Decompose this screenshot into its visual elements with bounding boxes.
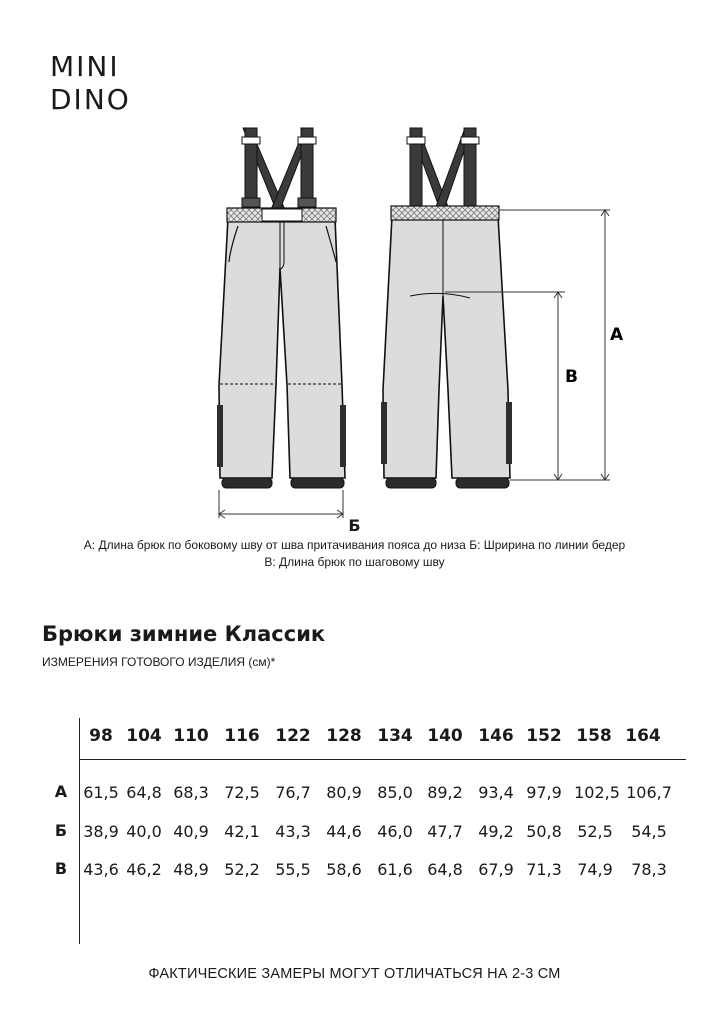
- table-cell: 40,0: [126, 822, 162, 841]
- table-horizontal-divider: [79, 759, 686, 760]
- table-cell: 52,5: [577, 822, 613, 841]
- table-cell: 38,9: [83, 822, 119, 841]
- back-view: [381, 128, 512, 488]
- brand-logo-line1: MINI: [50, 50, 120, 83]
- table-cell: 64,8: [427, 860, 463, 879]
- back-pants-body: [383, 216, 510, 478]
- table-cell: 54,5: [631, 822, 667, 841]
- back-waistband: [391, 206, 499, 220]
- table-cell: 74,9: [577, 860, 613, 879]
- size-header: 128: [326, 726, 362, 746]
- table-cell: 50,8: [526, 822, 562, 841]
- table-cell: 52,2: [224, 860, 260, 879]
- dimension-b: [219, 490, 343, 518]
- legend-line-2: В: Длина брюк по шаговому шву: [264, 555, 445, 569]
- table-cell: 47,7: [427, 822, 463, 841]
- table-cell: 58,6: [326, 860, 362, 879]
- size-header: 164: [625, 726, 661, 746]
- front-pants-body: [219, 218, 345, 478]
- size-header: 116: [224, 726, 260, 746]
- table-cell: 40,9: [173, 822, 209, 841]
- row-label: Б: [54, 821, 68, 840]
- pants-illustration: [0, 120, 709, 520]
- legend-line-1: А: Длина брюк по боковому шву от шва притачивания пояса до низа Б: Шририна по линии бедер: [83, 538, 626, 552]
- size-header: 104: [126, 726, 162, 746]
- table-cell: 85,0: [377, 783, 413, 802]
- table-cell: 80,9: [326, 783, 362, 802]
- table-cell: 97,9: [526, 783, 562, 802]
- table-cell: 42,1: [224, 822, 260, 841]
- dimension-v-label: В: [565, 367, 578, 387]
- table-cell: 61,6: [377, 860, 413, 879]
- size-header: 110: [173, 726, 209, 746]
- table-cell: 106,7: [626, 783, 672, 802]
- table-cell: 43,3: [275, 822, 311, 841]
- size-header: 134: [377, 726, 413, 746]
- table-cell: 44,6: [326, 822, 362, 841]
- product-subtitle: ИЗМЕРЕНИЯ ГОТОВОГО ИЗДЕЛИЯ (см)*: [42, 655, 276, 669]
- table-cell: 71,3: [526, 860, 562, 879]
- table-cell: 89,2: [427, 783, 463, 802]
- size-header: 158: [576, 726, 612, 746]
- footer-note: ФАКТИЧЕСКИЕ ЗАМЕРЫ МОГУТ ОТЛИЧАТЬСЯ НА 2-3 СМ: [148, 966, 561, 982]
- table-cell: 64,8: [126, 783, 162, 802]
- table-cell: 49,2: [478, 822, 514, 841]
- table-cell: 102,5: [574, 783, 620, 802]
- product-title: Брюки зимние Классик: [42, 622, 326, 646]
- row-label: А: [54, 782, 68, 801]
- size-header: 152: [526, 726, 562, 746]
- table-cell: 48,9: [173, 860, 209, 879]
- brand-logo: [50, 50, 131, 116]
- size-header: 122: [275, 726, 311, 746]
- dimension-a: [500, 210, 624, 480]
- table-cell: 76,7: [275, 783, 311, 802]
- table-cell: 72,5: [224, 783, 260, 802]
- front-suspenders: [242, 128, 316, 212]
- table-cell: 46,2: [126, 860, 162, 879]
- table-cell: 43,6: [83, 860, 119, 879]
- table-cell: 68,3: [173, 783, 209, 802]
- table-cell: 46,0: [377, 822, 413, 841]
- front-view: [217, 128, 346, 488]
- table-cell: 78,3: [631, 860, 667, 879]
- back-suspenders: [407, 128, 479, 212]
- table-cell: 67,9: [478, 860, 514, 879]
- table-cell: 93,4: [478, 783, 514, 802]
- size-header: 140: [427, 726, 463, 746]
- table-cell: 55,5: [275, 860, 311, 879]
- dimension-b-label: Б: [348, 516, 361, 535]
- size-header: 98: [89, 726, 113, 746]
- brand-logo-line2: DINO: [50, 83, 131, 116]
- size-header: 146: [478, 726, 514, 746]
- dimension-a-label: А: [610, 325, 624, 345]
- row-label: В: [54, 859, 68, 878]
- table-cell: 61,5: [83, 783, 119, 802]
